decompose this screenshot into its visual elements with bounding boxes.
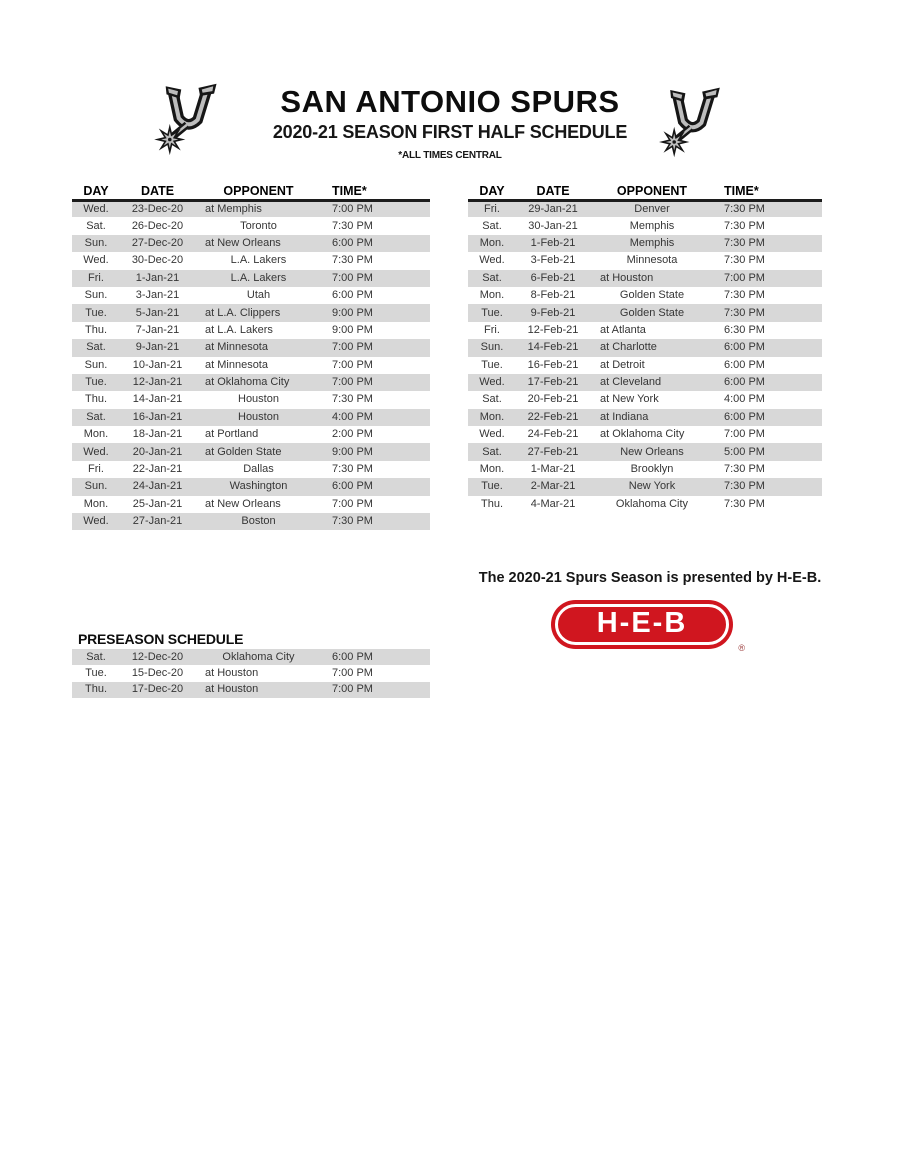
time-cell: 7:30 PM [332,219,373,232]
day-cell: Sun. [84,358,108,371]
opponent-cell: New Orleans [620,445,684,458]
time-cell: 7:30 PM [724,219,765,232]
day-cell: Sat. [86,650,106,663]
date-cell: 3-Feb-21 [530,254,576,267]
opponent-cell: at L.A. Clippers [205,306,281,319]
schedule-header-row [72,184,430,200]
schedule-header-row [468,184,822,200]
time-cell: 9:00 PM [332,306,373,319]
opponent-cell: Denver [634,202,670,215]
schedule-row [72,665,430,681]
date-cell: 7-Jan-21 [135,323,180,336]
time-cell: 7:30 PM [332,515,373,528]
time-cell: 7:00 PM [332,358,373,371]
opponent-cell: at Golden State [205,445,282,458]
opponent-cell: at New Orleans [205,236,281,249]
day-cell: Sun. [480,341,504,354]
day-cell: Tue. [85,376,107,389]
opponent-cell: L.A. Lakers [230,271,287,284]
schedule-row [72,409,430,426]
schedule-row [468,235,822,252]
day-cell: Tue. [481,480,503,493]
opponent-cell: Houston [238,393,279,406]
schedule-row [72,478,430,495]
date-cell: 16-Jan-21 [132,410,183,423]
schedule-row [72,322,430,339]
opponent-cell: at Memphis [205,202,262,215]
day-cell: Tue. [85,306,107,319]
opponent-cell: Boston [241,515,276,528]
date-cell: 1-Feb-21 [530,236,576,249]
opponent-cell: at Indiana [600,410,649,423]
opponent-cell: at Oklahoma City [205,376,290,389]
day-cell: Fri. [88,463,104,476]
day-cell: Wed. [83,445,109,458]
schedule-row [468,409,822,426]
time-cell: 7:00 PM [332,666,373,679]
schedule-row [72,649,430,665]
opponent-cell: at Oklahoma City [600,428,685,441]
opponent-cell: at Houston [205,666,259,679]
time-cell: 7:30 PM [724,306,765,319]
date-cell: 27-Dec-20 [131,236,184,249]
day-cell: Thu. [480,497,503,510]
time-cell: 7:00 PM [332,497,373,510]
day-cell: Mon. [479,236,505,249]
date-cell: 3-Jan-21 [135,289,180,302]
time-cell: 7:00 PM [724,271,765,284]
page-subtitle: 2020-21 SEASON FIRST HALF SCHEDULE [272,122,628,142]
sponsor-message: The 2020-21 Spurs Season is presented by H-E-B. [478,570,822,586]
schedule-row [72,287,430,304]
schedule-row [72,339,430,356]
schedule-row [468,287,822,304]
opponent-cell: at Minnesota [205,341,268,354]
opponent-cell: at Minnesota [205,358,268,371]
date-cell: 20-Feb-21 [527,393,579,406]
time-cell: 7:30 PM [724,497,765,510]
time-cell: 6:00 PM [724,376,765,389]
time-cell: 9:00 PM [332,445,373,458]
schedule-row [468,304,822,321]
schedule-row [72,391,430,408]
day-cell: Thu. [84,683,107,696]
day-cell: Thu. [84,323,107,336]
schedule-row [72,235,430,252]
date-cell: 17-Dec-20 [131,683,184,696]
day-cell: Mon. [479,289,505,302]
schedule-row [468,357,822,374]
time-cell: 7:00 PM [332,341,373,354]
time-cell: 7:30 PM [332,393,373,406]
day-cell: Mon. [479,410,505,423]
date-cell: 10-Jan-21 [132,358,183,371]
opponent-cell: Minnesota [626,254,678,267]
column-header-opponent: OPPONENT [590,184,714,200]
first-half-schedule-right [468,184,822,513]
opponent-cell: Golden State [619,306,685,319]
day-cell: Fri. [484,323,500,336]
date-cell: 20-Jan-21 [132,445,183,458]
day-cell: Mon. [83,497,109,510]
day-cell: Sat. [482,219,502,232]
time-cell: 6:00 PM [724,410,765,423]
time-cell: 6:00 PM [332,289,373,302]
day-cell: Sat. [86,410,106,423]
date-cell: 27-Feb-21 [527,445,579,458]
date-cell: 25-Jan-21 [132,497,183,510]
day-cell: Wed. [479,376,505,389]
schedule-row [72,252,430,269]
time-cell: 6:00 PM [332,650,373,663]
date-cell: 12-Feb-21 [527,323,579,336]
time-cell: 7:30 PM [724,480,765,493]
schedule-row [468,374,822,391]
registered-trademark-symbol: ® [738,643,745,653]
schedule-row [72,374,430,391]
first-half-schedule-left [72,184,430,530]
opponent-cell: at Detroit [600,358,645,371]
column-header-time: TIME* [322,184,430,200]
date-cell: 5-Jan-21 [135,306,180,319]
date-cell: 18-Jan-21 [132,428,183,441]
day-cell: Wed. [83,254,109,267]
time-cell: 7:30 PM [724,463,765,476]
schedule-row [468,339,822,356]
heb-logo-text: H-E-B [596,607,688,639]
time-cell: 5:00 PM [724,445,765,458]
date-cell: 9-Feb-21 [530,306,576,319]
day-cell: Wed. [83,515,109,528]
schedule-row [72,513,430,530]
date-cell: 16-Feb-21 [527,358,579,371]
time-cell: 7:00 PM [332,683,373,696]
schedule-row [72,200,430,217]
schedule-row [468,391,822,408]
schedule-row [468,200,822,217]
date-cell: 1-Mar-21 [530,463,576,476]
time-cell: 7:30 PM [332,254,373,267]
opponent-cell: Brooklyn [630,463,674,476]
time-cell: 2:00 PM [332,428,373,441]
date-cell: 4-Mar-21 [530,497,576,510]
schedule-row [468,496,822,513]
date-cell: 22-Feb-21 [527,410,579,423]
day-cell: Fri. [484,202,500,215]
time-cell: 7:30 PM [332,463,373,476]
opponent-cell: at L.A. Lakers [205,323,273,336]
schedule-row [72,357,430,374]
date-cell: 26-Dec-20 [131,219,184,232]
schedule-row [72,682,430,698]
time-cell: 6:30 PM [724,323,765,336]
schedule-row [72,426,430,443]
opponent-cell: at New Orleans [205,497,281,510]
schedule-row [468,478,822,495]
opponent-cell: at Charlotte [600,341,657,354]
time-cell: 6:00 PM [332,480,373,493]
preseason-schedule-table [72,649,430,698]
time-cell: 7:00 PM [724,428,765,441]
time-cell: 7:30 PM [724,289,765,302]
opponent-cell: Houston [238,410,279,423]
time-cell: 4:00 PM [724,393,765,406]
date-cell: 22-Jan-21 [132,463,183,476]
day-cell: Tue. [481,306,503,319]
day-cell: Wed. [479,254,505,267]
opponent-cell: at Houston [205,683,259,696]
time-cell: 9:00 PM [332,323,373,336]
day-cell: Mon. [83,428,109,441]
schedule-row [468,461,822,478]
opponent-cell: at Atlanta [600,323,646,336]
page-title: SAN ANTONIO SPURS [280,84,620,119]
opponent-cell: Dallas [243,463,274,476]
all-times-note: *ALL TIMES CENTRAL [398,150,502,161]
date-cell: 9-Jan-21 [135,341,180,354]
time-cell: 4:00 PM [332,410,373,423]
time-cell: 7:00 PM [332,376,373,389]
schedule-row [468,252,822,269]
day-cell: Sat. [482,271,502,284]
preseason-heading: PRESEASON SCHEDULE [78,631,244,647]
opponent-cell: at Cleveland [600,376,662,389]
heb-logo [551,600,745,653]
schedule-row [72,270,430,287]
opponent-cell: Oklahoma City [222,650,295,663]
schedule-row [72,496,430,513]
opponent-cell: at New York [600,393,659,406]
opponent-cell: Memphis [629,236,675,249]
column-header-day: DAY [468,184,516,200]
opponent-cell: L.A. Lakers [230,254,287,267]
date-cell: 30-Jan-21 [528,219,578,232]
date-cell: 24-Jan-21 [132,480,183,493]
date-cell: 1-Jan-21 [135,271,180,284]
date-cell: 12-Jan-21 [132,376,183,389]
schedule-row [468,217,822,234]
day-cell: Tue. [481,358,503,371]
day-cell: Sat. [482,393,502,406]
schedule-row [468,322,822,339]
time-cell: 6:00 PM [724,341,765,354]
day-cell: Sat. [86,219,106,232]
schedule-row [468,443,822,460]
date-cell: 17-Feb-21 [527,376,579,389]
schedule-row [72,304,430,321]
day-cell: Mon. [479,463,505,476]
opponent-cell: Toronto [240,219,277,232]
day-cell: Sat. [482,445,502,458]
schedule-row [72,217,430,234]
opponent-cell: New York [628,480,676,493]
schedule-row [468,270,822,287]
date-cell: 24-Feb-21 [527,428,579,441]
schedule-row [72,461,430,478]
day-cell: Sat. [86,341,106,354]
column-header-date: DATE [120,184,195,200]
day-cell: Sun. [84,236,108,249]
time-cell: 7:30 PM [724,202,765,215]
opponent-cell: at Portland [205,428,259,441]
time-cell: 6:00 PM [724,358,765,371]
date-cell: 14-Jan-21 [132,393,183,406]
date-cell: 6-Feb-21 [530,271,576,284]
column-header-time: TIME* [714,184,822,200]
day-cell: Sun. [84,289,108,302]
schedule-row [72,443,430,460]
date-cell: 30-Dec-20 [131,254,184,267]
date-cell: 15-Dec-20 [131,666,184,679]
date-cell: 29-Jan-21 [528,202,578,215]
day-cell: Wed. [83,202,109,215]
time-cell: 6:00 PM [332,236,373,249]
day-cell: Thu. [84,393,107,406]
opponent-cell: Memphis [629,219,675,232]
time-cell: 7:30 PM [724,254,765,267]
opponent-cell: Utah [246,289,271,302]
opponent-cell: Golden State [619,289,685,302]
time-cell: 7:00 PM [332,202,373,215]
date-cell: 12-Dec-20 [131,650,184,663]
column-header-date: DATE [516,184,590,200]
day-cell: Wed. [479,428,505,441]
day-cell: Fri. [88,271,104,284]
column-header-opponent: OPPONENT [195,184,322,200]
opponent-cell: Washington [229,480,288,493]
column-header-day: DAY [72,184,120,200]
schedule-row [468,426,822,443]
date-cell: 23-Dec-20 [131,202,184,215]
date-cell: 27-Jan-21 [132,515,183,528]
date-cell: 14-Feb-21 [527,341,579,354]
time-cell: 7:30 PM [724,236,765,249]
day-cell: Sun. [84,480,108,493]
day-cell: Tue. [85,666,107,679]
opponent-cell: at Houston [600,271,654,284]
date-cell: 8-Feb-21 [530,289,576,302]
opponent-cell: Oklahoma City [615,497,689,510]
time-cell: 7:00 PM [332,271,373,284]
date-cell: 2-Mar-21 [530,480,576,493]
